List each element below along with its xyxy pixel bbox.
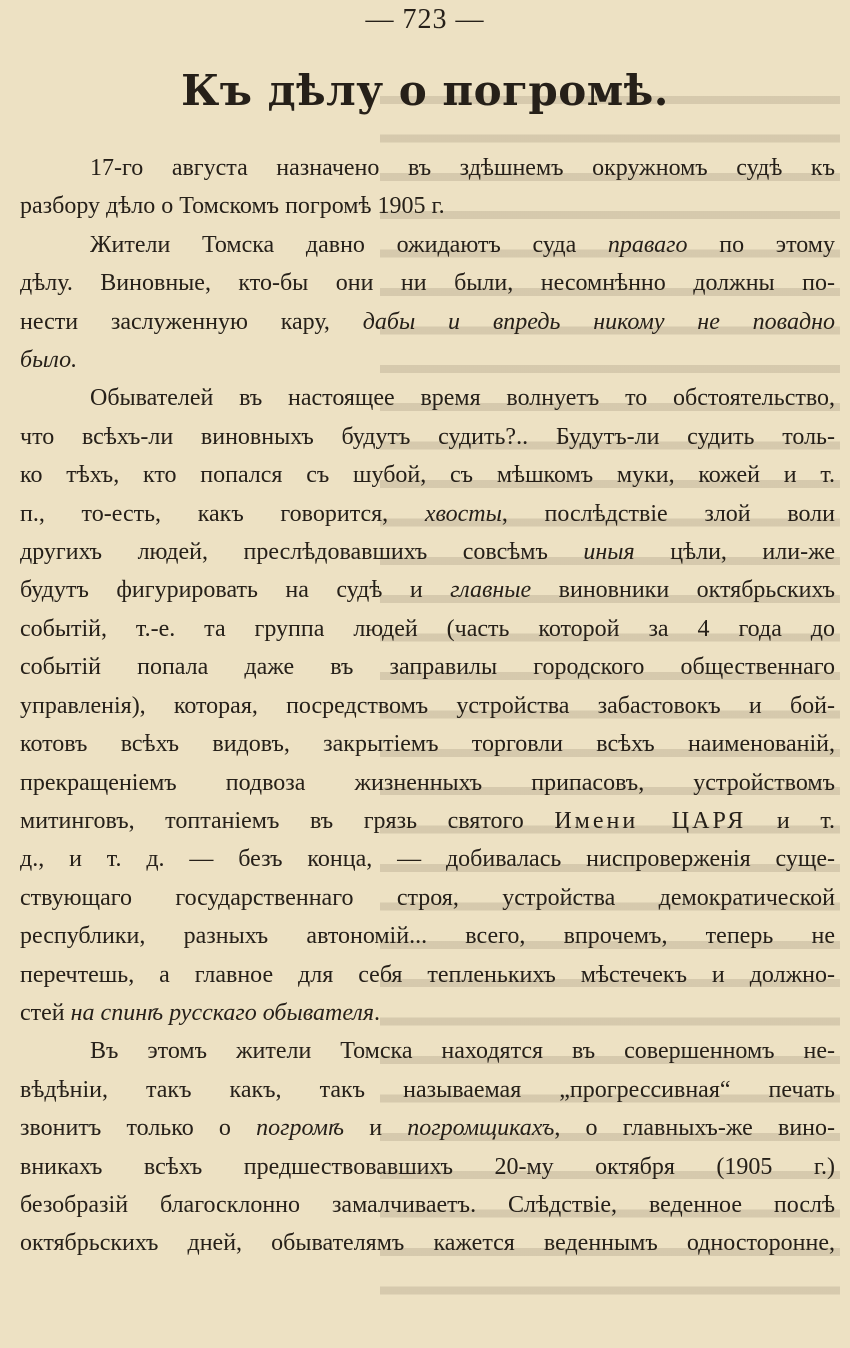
text-line: что всѣхъ-ли виновныхъ будутъ судить?.. Будутъ-ли судить толь-	[20, 423, 835, 450]
article-title: Къ дѣлу о погромѣ.	[181, 66, 669, 115]
paragraph-1	[20, 149, 835, 226]
text-line: другихъ людей, преслѣдовавшихъ совсѣмъ иныя цѣли, или-же	[20, 539, 835, 566]
text-line: перечтешь, а главное для себя тепленькихъ мѣстечекъ и должно-	[20, 961, 835, 988]
text-line: безобразій благосклонно замалчиваетъ. Слѣдствіе, веденное послѣ	[20, 1191, 835, 1218]
text-line: разбору дѣло о Томскомъ погромѣ 1905 г.	[20, 193, 445, 220]
text-line: было.	[20, 347, 78, 374]
text-line: дѣлу. Виновные, кто-бы они ни были, несомнѣнно должны по-	[20, 270, 835, 297]
paragraph-3	[20, 379, 835, 1032]
text-line: событій, т.-е. та группа людей (часть которой за 4 года до	[20, 615, 835, 642]
text-line: республики, разныхъ автономій... всего, впрочемъ, теперь не	[20, 923, 835, 950]
text-line: п., то-есть, какъ говорится, хвосты, послѣдствіе злой воли	[20, 500, 836, 527]
text-line: прекращеніемъ подвоза жизненныхъ припасовъ, устройствомъ	[20, 769, 835, 796]
text-line: управленія), которая, посредствомъ устройства забастовокъ и бой-	[20, 692, 835, 719]
text-line: Обывателей въ настоящее время волнуетъ то обстоятельство,	[90, 385, 835, 412]
text-line: 17-го августа назначено въ здѣшнемъ окружномъ судѣ къ	[90, 155, 835, 181]
paragraph-2	[20, 226, 835, 380]
text-line: вѣдѣніи, такъ какъ, такъ называемая „прогрессивная“ печать	[20, 1076, 835, 1103]
text-line: вникахъ всѣхъ предшествовавшихъ 20-му октября (1905 г.)	[20, 1153, 835, 1180]
text-line: ствующаго государственнаго строя, устройства демократической	[20, 884, 835, 911]
paragraph-4	[20, 1032, 835, 1262]
text-line: звонитъ только о погромѣ и погромщикахъ, о главныхъ-же вино-	[20, 1115, 835, 1142]
text-line: будутъ фигурировать на судѣ и главные виновники октябрьскихъ	[20, 577, 835, 604]
text-line: митинговъ, топтаніемъ въ грязь святого Имени ЦАРЯ и т.	[20, 807, 835, 834]
text-line: ко тѣхъ, кто попался съ шубой, съ мѣшкомъ муки, кожей и т.	[20, 462, 835, 489]
text-line: нести заслуженную кару, дабы и впредь никому не повадно	[20, 308, 835, 335]
text-line: стей на спинѣ русскаго обывателя.	[20, 999, 381, 1026]
article-body	[20, 149, 835, 1263]
text-line: Въ этомъ жители Томска находятся въ совершенномъ не-	[90, 1038, 835, 1065]
text-line: Жители Томска давно ожидаютъ суда праваго по этому	[90, 231, 835, 258]
text-line: котовъ всѣхъ видовъ, закрытіемъ торговли всѣхъ наименованій,	[20, 731, 835, 758]
page-number: — 723 —	[365, 4, 485, 35]
text-line: октябрьскихъ дней, обывателямъ кажется веденнымъ односторонне,	[20, 1230, 835, 1257]
text-line: событій попала даже въ заправилы городского общественнаго	[20, 654, 835, 681]
text-line: д., и т. д. — безъ конца, — добивалась ниспроверженія суще-	[20, 846, 835, 873]
